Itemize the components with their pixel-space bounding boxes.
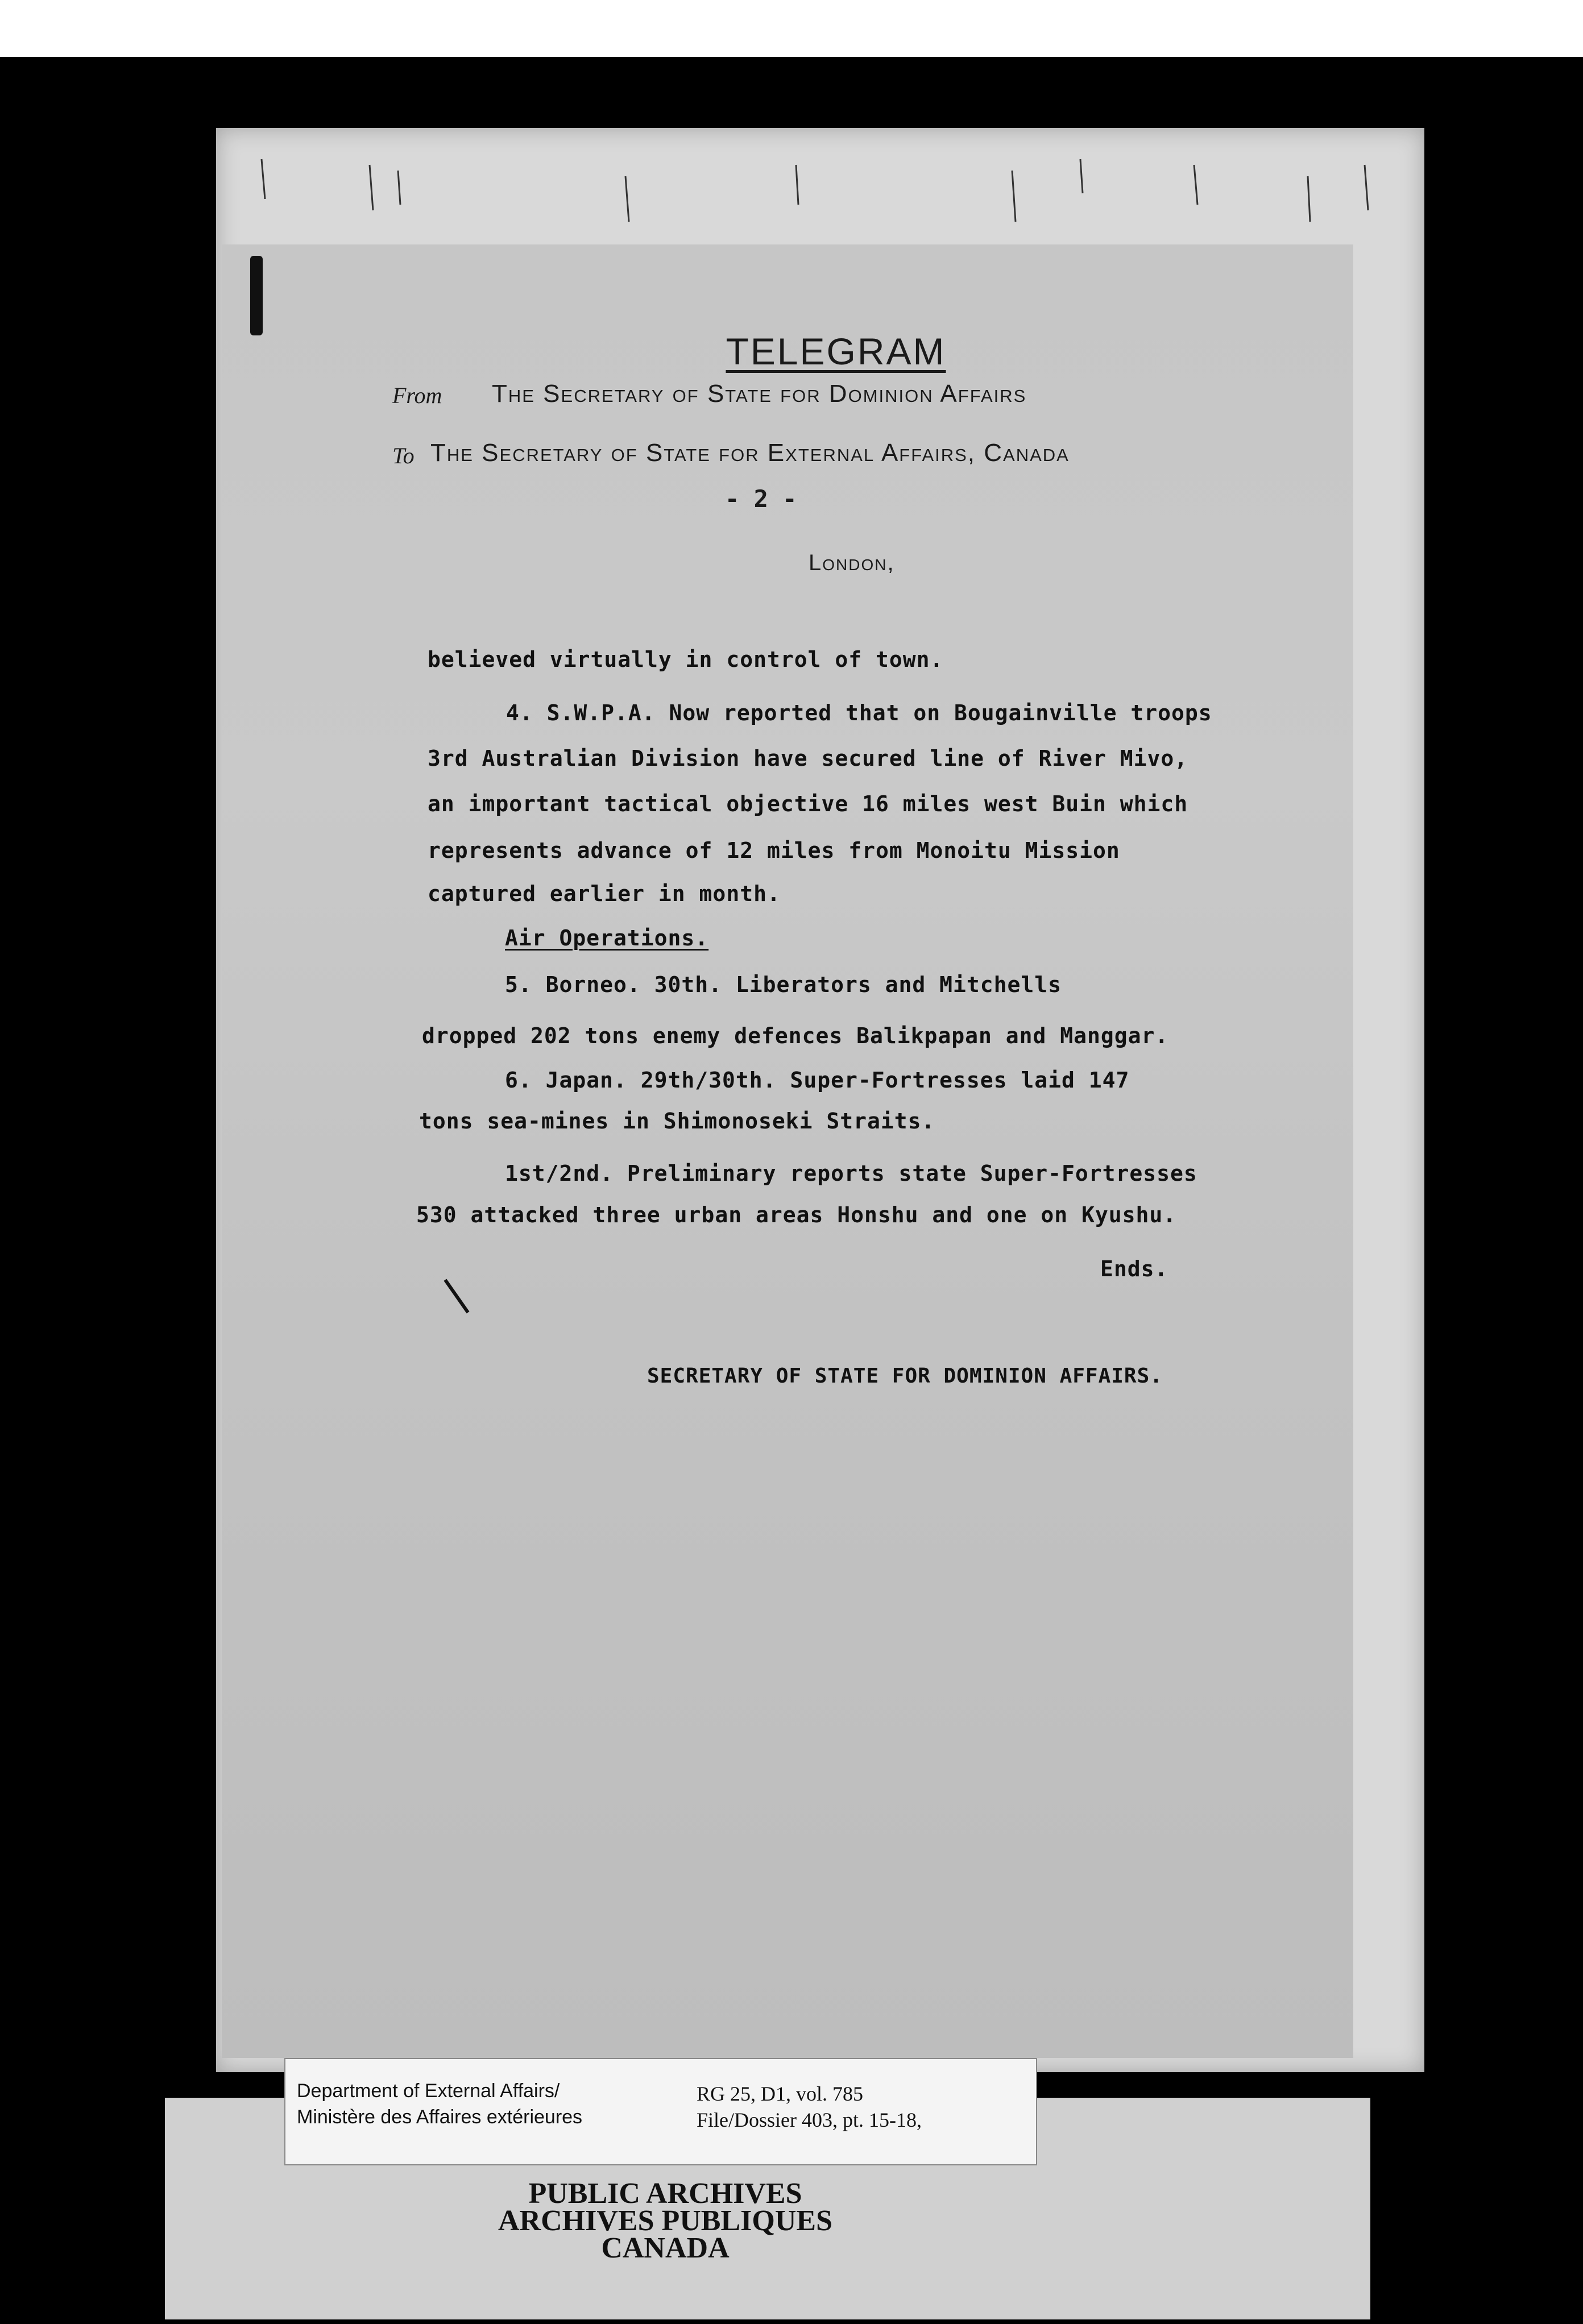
department-text <box>297 2078 582 2130</box>
to-label: To <box>392 443 415 468</box>
stamp-line-2: ARCHIVES PUBLIQUES <box>498 2205 833 2237</box>
section-heading: Air Operations. <box>505 926 709 951</box>
body-line: 530 attacked three urban areas Honshu and one on Kyushu. <box>416 1202 1177 1227</box>
body-line: an important tactical objective 16 miles west Buin which <box>428 791 1188 816</box>
place-line: London, <box>809 550 895 575</box>
department-line-2: Ministère des Affaires extérieures <box>297 2106 583 2128</box>
body-line: 5. Borneo. 30th. Liberators and Mitchells <box>505 972 1062 997</box>
from-label: From <box>392 383 442 408</box>
reference-text <box>697 2081 922 2133</box>
body-line: 3rd Australian Division have secured line of River Mivo, <box>428 746 1188 771</box>
page-number: - 2 - <box>725 485 797 513</box>
ends-marker: Ends. <box>1100 1256 1168 1281</box>
body-line: 4. S.W.P.A. Now reported that on Bougainville troops <box>506 700 1212 725</box>
telegram-page <box>222 244 1353 2058</box>
paper-edge-marks <box>227 136 1410 250</box>
paper-clip <box>250 256 263 335</box>
scan-border <box>0 0 1583 57</box>
body-line: 6. Japan. 29th/30th. Super-Fortresses laid 147 <box>505 1068 1130 1093</box>
stamp-line-1: PUBLIC ARCHIVES <box>528 2177 802 2210</box>
body-line: believed virtually in control of town. <box>428 647 944 672</box>
body-line: captured earlier in month. <box>428 881 781 906</box>
stamp-line-3: CANADA <box>601 2232 730 2264</box>
to-text: The Secretary of State for External Affairs, Canada <box>430 439 1070 467</box>
reference-line-2: File/Dossier 403, pt. 15-18, <box>697 2109 922 2131</box>
telegram-title: TELEGRAM <box>726 330 946 372</box>
body-line: dropped 202 tons enemy defences Balikpapan and Manggar. <box>422 1023 1169 1048</box>
body-line: represents advance of 12 miles from Monoitu Mission <box>428 838 1120 863</box>
archives-stamp <box>444 2177 887 2264</box>
body-line: tons sea-mines in Shimonoseki Straits. <box>419 1109 935 1134</box>
signature: SECRETARY OF STATE FOR DOMINION AFFAIRS. <box>647 1364 1163 1388</box>
reference-line-1: RG 25, D1, vol. 785 <box>697 2082 864 2105</box>
department-line-1: Department of External Affairs/ <box>297 2080 560 2102</box>
body-line: 1st/2nd. Preliminary reports state Super-Fortresses <box>505 1161 1197 1186</box>
from-text: The Secretary of State for Dominion Affairs <box>492 380 1027 408</box>
